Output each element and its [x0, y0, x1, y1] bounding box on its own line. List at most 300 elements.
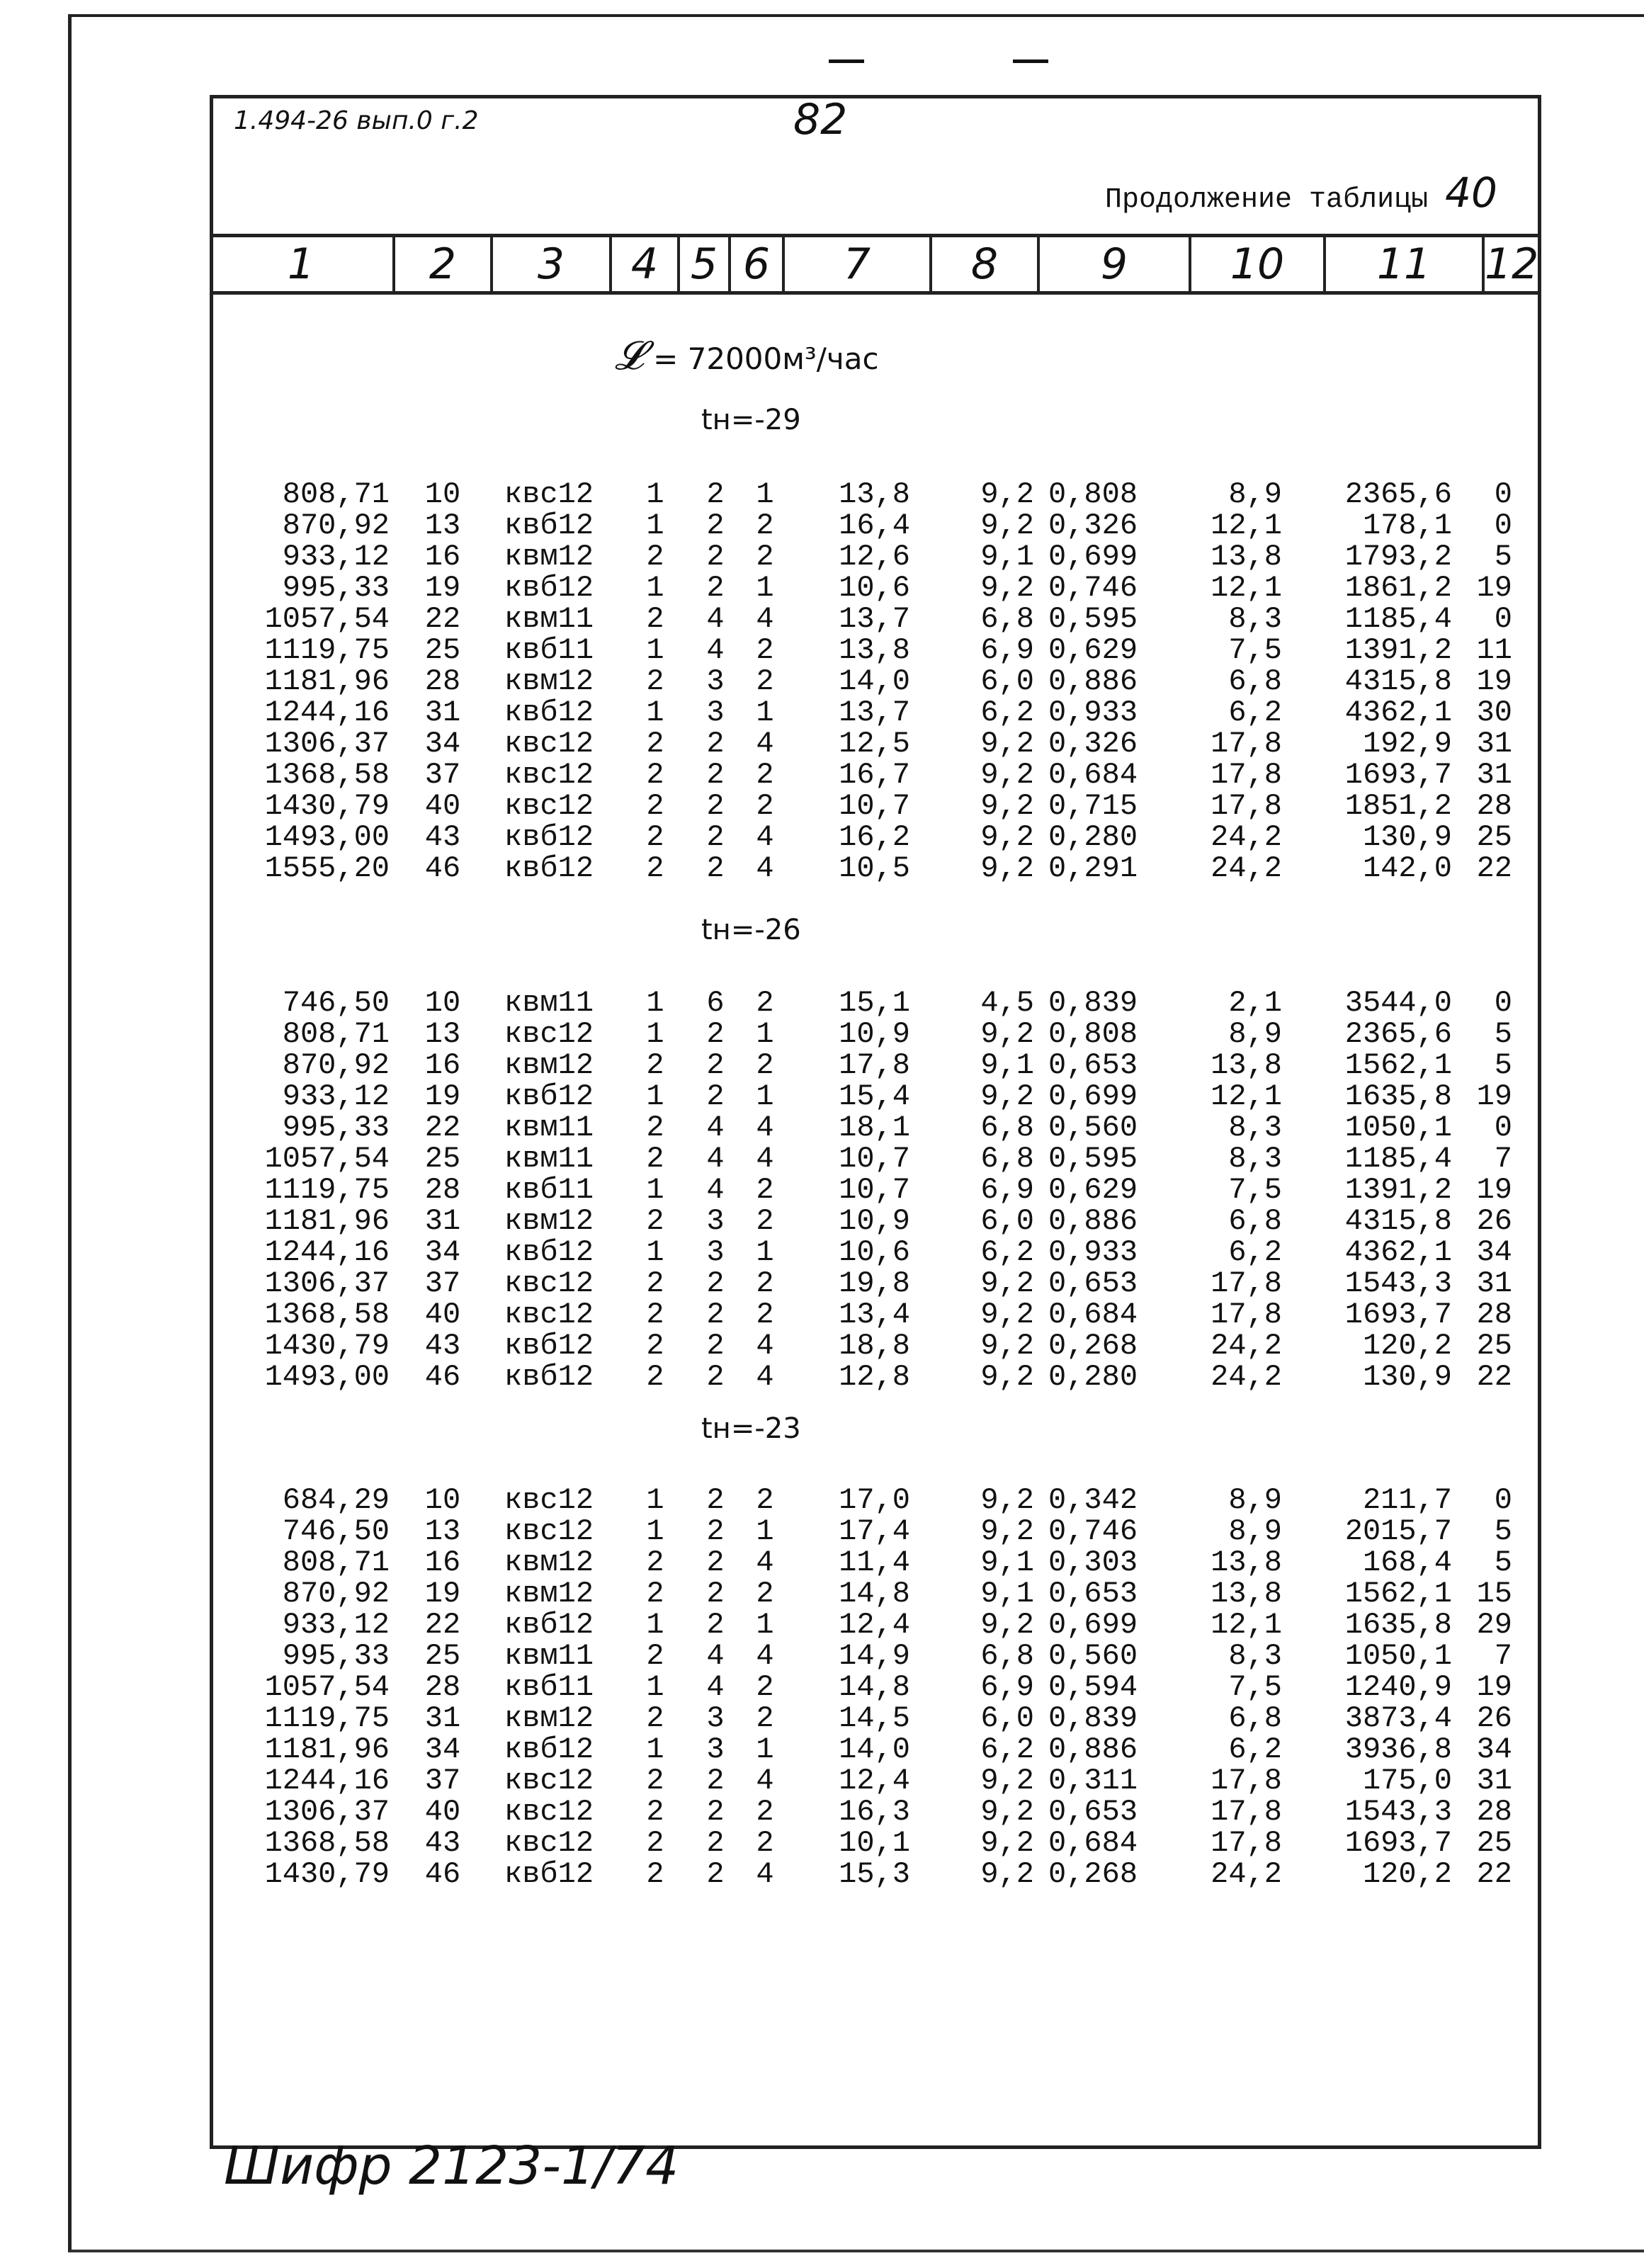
cell-col7: 17,4	[839, 1514, 910, 1548]
cell-col2: 37	[424, 1266, 461, 1300]
cell-col9: 0,560	[1048, 1111, 1138, 1145]
cell-unit-type: квс12	[504, 1795, 594, 1829]
cell-col10: 24,2	[1211, 1360, 1282, 1394]
cell-col8: 6,2	[980, 1733, 1034, 1767]
cell-col12: 0	[1494, 509, 1512, 543]
cell-col7: 18,1	[839, 1111, 910, 1145]
table-row	[0, 666, 1644, 697]
cell-col11: 1635,8	[1344, 1608, 1452, 1642]
table-row	[0, 759, 1644, 790]
cell-unit-type: квм12	[504, 1204, 594, 1238]
cell-col7: 12,4	[839, 1608, 910, 1642]
cell-col9: 0,595	[1048, 1142, 1138, 1176]
cell-velocity: 1430,79	[264, 1329, 390, 1363]
col-header-11: 11	[1376, 239, 1432, 289]
cell-col11: 1693,7	[1344, 1826, 1452, 1860]
cell-col4: 2	[646, 1577, 664, 1611]
col-header-8: 8	[970, 239, 999, 289]
cell-col2: 19	[424, 1079, 461, 1113]
cell-col12: 0	[1494, 1483, 1512, 1517]
cell-col8: 6,8	[980, 1111, 1034, 1145]
cell-col7: 17,8	[839, 1048, 910, 1082]
flow-symbol: 𝓛	[615, 333, 644, 379]
cell-col6: 2	[756, 986, 774, 1020]
table-row	[0, 1174, 1644, 1206]
cell-col10: 2,1	[1228, 986, 1282, 1020]
col-header-1: 1	[287, 239, 315, 289]
cell-col12: 28	[1476, 789, 1512, 823]
continuation-number: 40	[1445, 169, 1497, 217]
cell-velocity: 1057,54	[264, 1142, 390, 1176]
cell-col11: 142,0	[1362, 851, 1452, 885]
cell-unit-type: квс12	[504, 1514, 594, 1548]
cell-col12: 34	[1476, 1733, 1512, 1767]
cell-col12: 28	[1476, 1795, 1512, 1829]
cell-col2: 37	[424, 1764, 461, 1798]
cell-col10: 8,9	[1228, 477, 1282, 511]
cell-col8: 6,8	[980, 1142, 1034, 1176]
cell-col10: 6,8	[1228, 1701, 1282, 1735]
cell-col7: 15,4	[839, 1079, 910, 1113]
cell-col5: 2	[706, 509, 725, 543]
cell-velocity: 1306,37	[264, 727, 390, 761]
cell-col7: 15,3	[839, 1857, 910, 1891]
cell-col12: 29	[1476, 1608, 1512, 1642]
cell-col10: 13,8	[1211, 1546, 1282, 1580]
cell-col7: 14,9	[839, 1639, 910, 1673]
cell-col12: 22	[1476, 1857, 1512, 1891]
cell-col5: 2	[706, 789, 725, 823]
cell-col9: 0,653	[1048, 1795, 1138, 1829]
cell-velocity: 1555,20	[264, 851, 390, 885]
cell-unit-type: квс12	[504, 789, 594, 823]
cell-col6: 1	[756, 1514, 774, 1548]
cell-col6: 4	[756, 1360, 774, 1394]
table-row	[0, 1237, 1644, 1268]
table-row	[0, 1485, 1644, 1516]
cell-col8: 4,5	[980, 986, 1034, 1020]
cell-col6: 2	[756, 1173, 774, 1207]
cell-col12: 19	[1476, 1173, 1512, 1207]
cell-col2: 13	[424, 509, 461, 543]
cell-col4: 1	[646, 986, 664, 1020]
table-row	[0, 790, 1644, 822]
table-row	[0, 1703, 1644, 1734]
cell-velocity: 1244,16	[264, 1764, 390, 1798]
cell-col11: 1693,7	[1344, 758, 1452, 792]
cell-col9: 0,595	[1048, 602, 1138, 636]
cell-col5: 2	[706, 1298, 725, 1332]
cell-col2: 10	[424, 1483, 461, 1517]
cell-col8: 9,2	[980, 1266, 1034, 1300]
cell-col7: 14,8	[839, 1670, 910, 1704]
cell-col12: 19	[1476, 1670, 1512, 1704]
table-row	[0, 1640, 1644, 1672]
cell-col9: 0,699	[1048, 540, 1138, 574]
cell-col4: 1	[646, 1173, 664, 1207]
cell-col12: 7	[1494, 1142, 1512, 1176]
cell-unit-type: квм12	[504, 540, 594, 574]
cell-col7: 16,4	[839, 509, 910, 543]
cell-col7: 13,7	[839, 602, 910, 636]
cell-col9: 0,808	[1048, 477, 1138, 511]
table-row	[0, 1299, 1644, 1330]
cell-unit-type: квс12	[504, 727, 594, 761]
cell-col7: 16,3	[839, 1795, 910, 1829]
cell-col10: 8,3	[1228, 1111, 1282, 1145]
col-header-7: 7	[843, 239, 871, 289]
cell-col12: 19	[1476, 1079, 1512, 1113]
cell-col6: 4	[756, 851, 774, 885]
cell-unit-type: квб12	[504, 696, 594, 730]
cell-col8: 9,2	[980, 571, 1034, 605]
cell-col12: 5	[1494, 1546, 1512, 1580]
cell-col4: 1	[646, 1608, 664, 1642]
cell-col12: 19	[1476, 571, 1512, 605]
cell-col7: 15,1	[839, 986, 910, 1020]
cell-col7: 18,8	[839, 1329, 910, 1363]
cell-col6: 2	[756, 1577, 774, 1611]
col-header-9: 9	[1100, 239, 1128, 289]
cell-col5: 3	[706, 1204, 725, 1238]
cell-col9: 0,629	[1048, 633, 1138, 667]
cell-col6: 2	[756, 1483, 774, 1517]
cell-unit-type: квс12	[504, 1298, 594, 1332]
cell-col2: 34	[424, 1733, 461, 1767]
cell-col2: 31	[424, 696, 461, 730]
cell-col10: 8,3	[1228, 1142, 1282, 1176]
cell-col2: 22	[424, 602, 461, 636]
cell-unit-type: квм12	[504, 664, 594, 698]
cell-col9: 0,684	[1048, 1298, 1138, 1332]
cell-col12: 28	[1476, 1298, 1512, 1332]
cell-col8: 9,2	[980, 758, 1034, 792]
cell-col10: 17,8	[1211, 1795, 1282, 1829]
cell-col9: 0,684	[1048, 1826, 1138, 1860]
table-row	[0, 603, 1644, 635]
cell-col2: 40	[424, 1795, 461, 1829]
cell-col8: 9,2	[980, 509, 1034, 543]
cell-col7: 14,5	[839, 1701, 910, 1735]
cell-col9: 0,808	[1048, 1017, 1138, 1051]
cell-unit-type: квб12	[504, 1079, 594, 1113]
cell-col2: 40	[424, 1298, 461, 1332]
cell-col9: 0,653	[1048, 1266, 1138, 1300]
cell-col11: 1851,2	[1344, 789, 1452, 823]
cell-col6: 2	[756, 509, 774, 543]
cell-col12: 11	[1476, 633, 1512, 667]
cell-col8: 6,9	[980, 1670, 1034, 1704]
cell-col9: 0,326	[1048, 727, 1138, 761]
cell-col9: 0,653	[1048, 1577, 1138, 1611]
cell-col7: 13,8	[839, 633, 910, 667]
cell-col4: 1	[646, 571, 664, 605]
cell-col11: 1543,3	[1344, 1266, 1452, 1300]
cell-col4: 2	[646, 851, 664, 885]
cell-col2: 31	[424, 1701, 461, 1735]
cell-unit-type: квб12	[504, 1329, 594, 1363]
table-row	[0, 1361, 1644, 1393]
cell-col5: 2	[706, 758, 725, 792]
cell-col8: 6,9	[980, 1173, 1034, 1207]
cell-col7: 16,2	[839, 820, 910, 854]
cell-col9: 0,839	[1048, 986, 1138, 1020]
cell-col9: 0,326	[1048, 509, 1138, 543]
cell-col6: 1	[756, 1608, 774, 1642]
cell-unit-type: квс12	[504, 758, 594, 792]
cell-col2: 28	[424, 664, 461, 698]
cell-col11: 120,2	[1362, 1857, 1452, 1891]
cell-col10: 6,8	[1228, 664, 1282, 698]
cell-col9: 0,886	[1048, 664, 1138, 698]
cell-col6: 2	[756, 1670, 774, 1704]
cell-col9: 0,268	[1048, 1857, 1138, 1891]
table-row	[0, 1268, 1644, 1299]
cell-col2: 25	[424, 633, 461, 667]
cell-col12: 31	[1476, 1266, 1512, 1300]
cell-unit-type: квб12	[504, 820, 594, 854]
cell-col10: 17,8	[1211, 1826, 1282, 1860]
cell-col12: 25	[1476, 1329, 1512, 1363]
cell-col10: 12,1	[1211, 571, 1282, 605]
table-row	[0, 1206, 1644, 1237]
cell-col7: 12,4	[839, 1764, 910, 1798]
cell-col12: 7	[1494, 1639, 1512, 1673]
cell-col12: 31	[1476, 758, 1512, 792]
cell-col6: 1	[756, 696, 774, 730]
cell-col7: 12,5	[839, 727, 910, 761]
cell-velocity: 995,33	[282, 1639, 390, 1673]
cell-col10: 12,1	[1211, 509, 1282, 543]
cell-col5: 2	[706, 1483, 725, 1517]
cell-col2: 34	[424, 727, 461, 761]
cell-col10: 12,1	[1211, 1608, 1282, 1642]
cell-col5: 3	[706, 1701, 725, 1735]
cell-col12: 22	[1476, 1360, 1512, 1394]
cell-col7: 13,7	[839, 696, 910, 730]
table-row	[0, 1609, 1644, 1640]
cell-col4: 2	[646, 1701, 664, 1735]
cell-col4: 1	[646, 1079, 664, 1113]
cell-col5: 2	[706, 1577, 725, 1611]
cell-col11: 1543,3	[1344, 1795, 1452, 1829]
cell-unit-type: квс12	[504, 1017, 594, 1051]
cell-col11: 1635,8	[1344, 1079, 1452, 1113]
cell-col10: 17,8	[1211, 1298, 1282, 1332]
cell-col9: 0,653	[1048, 1048, 1138, 1082]
cell-col2: 10	[424, 986, 461, 1020]
cell-col5: 2	[706, 1514, 725, 1548]
cell-col2: 43	[424, 1329, 461, 1363]
table-row	[0, 541, 1644, 572]
cell-col6: 4	[756, 1142, 774, 1176]
cell-col4: 1	[646, 1017, 664, 1051]
section-title: tн=-23	[701, 1412, 801, 1445]
cell-unit-type: квб12	[504, 509, 594, 543]
cell-col8: 6,8	[980, 602, 1034, 636]
cell-col11: 4315,8	[1344, 664, 1452, 698]
flow-value: = 72000м³/час	[653, 341, 879, 376]
cell-col4: 1	[646, 1733, 664, 1767]
cell-col10: 12,1	[1211, 1079, 1282, 1113]
cell-col11: 4362,1	[1344, 1235, 1452, 1269]
cell-col8: 9,2	[980, 1608, 1034, 1642]
table-row	[0, 1827, 1644, 1859]
cell-col4: 2	[646, 540, 664, 574]
cell-col12: 0	[1494, 602, 1512, 636]
cell-col6: 1	[756, 477, 774, 511]
cell-velocity: 870,92	[282, 1577, 390, 1611]
col-header-2: 2	[429, 239, 457, 289]
cell-col5: 3	[706, 664, 725, 698]
cell-col4: 2	[646, 727, 664, 761]
cell-col11: 1562,1	[1344, 1577, 1452, 1611]
cell-col10: 7,5	[1228, 1670, 1282, 1704]
cell-velocity: 808,71	[282, 1546, 390, 1580]
cell-col9: 0,280	[1048, 1360, 1138, 1394]
cell-col9: 0,839	[1048, 1701, 1138, 1735]
cell-velocity: 746,50	[282, 1514, 390, 1548]
cell-col7: 10,9	[839, 1017, 910, 1051]
cell-col8: 6,0	[980, 664, 1034, 698]
cell-velocity: 808,71	[282, 477, 390, 511]
cell-col7: 10,9	[839, 1204, 910, 1238]
cell-col9: 0,594	[1048, 1670, 1138, 1704]
cell-col9: 0,303	[1048, 1546, 1138, 1580]
cell-col10: 8,9	[1228, 1514, 1282, 1548]
cell-velocity: 1493,00	[264, 820, 390, 854]
cell-col6: 4	[756, 727, 774, 761]
col-header-12: 12	[1485, 239, 1539, 289]
cell-velocity: 870,92	[282, 1048, 390, 1082]
cell-col7: 14,0	[839, 1733, 910, 1767]
cell-col11: 178,1	[1362, 509, 1452, 543]
cell-col12: 31	[1476, 1764, 1512, 1798]
cell-col6: 4	[756, 1546, 774, 1580]
cell-col11: 1050,1	[1344, 1639, 1452, 1673]
cell-col9: 0,886	[1048, 1204, 1138, 1238]
cell-col8: 6,2	[980, 696, 1034, 730]
cell-velocity: 933,12	[282, 540, 390, 574]
cell-col6: 4	[756, 1111, 774, 1145]
cell-col6: 4	[756, 1857, 774, 1891]
cell-col10: 13,8	[1211, 1048, 1282, 1082]
cell-col4: 2	[646, 1266, 664, 1300]
cell-col7: 12,6	[839, 540, 910, 574]
cell-col8: 9,2	[980, 1764, 1034, 1798]
cell-col6: 2	[756, 1048, 774, 1082]
cell-col4: 2	[646, 1857, 664, 1891]
column-header-row	[210, 234, 1541, 295]
cell-col8: 9,2	[980, 1017, 1034, 1051]
col-header-4: 4	[630, 239, 659, 289]
table-row	[0, 1547, 1644, 1578]
cell-col5: 4	[706, 1142, 725, 1176]
cell-unit-type: квм11	[504, 1111, 594, 1145]
cell-unit-type: квм11	[504, 1639, 594, 1673]
cell-col9: 0,560	[1048, 1639, 1138, 1673]
cell-velocity: 1430,79	[264, 1857, 390, 1891]
cell-col7: 14,0	[839, 664, 910, 698]
cell-col12: 5	[1494, 1514, 1512, 1548]
col-header-6: 6	[742, 239, 771, 289]
cell-unit-type: квб12	[504, 851, 594, 885]
cell-col2: 46	[424, 1857, 461, 1891]
cell-col5: 2	[706, 1360, 725, 1394]
cell-col5: 2	[706, 1795, 725, 1829]
cell-col10: 17,8	[1211, 1266, 1282, 1300]
cell-col10: 24,2	[1211, 1329, 1282, 1363]
cell-col11: 1185,4	[1344, 1142, 1452, 1176]
page-number: 82	[793, 95, 848, 144]
table-row	[0, 1859, 1644, 1890]
cell-col10: 7,5	[1228, 1173, 1282, 1207]
cell-col2: 25	[424, 1142, 461, 1176]
cell-col6: 2	[756, 1266, 774, 1300]
cell-col10: 8,9	[1228, 1483, 1282, 1517]
cell-col6: 1	[756, 1017, 774, 1051]
cell-col11: 211,7	[1362, 1483, 1452, 1517]
cell-unit-type: квм11	[504, 986, 594, 1020]
cell-unit-type: квс12	[504, 477, 594, 511]
cell-col9: 0,933	[1048, 696, 1138, 730]
cell-col8: 6,2	[980, 1235, 1034, 1269]
cell-col9: 0,933	[1048, 1235, 1138, 1269]
cell-col9: 0,715	[1048, 789, 1138, 823]
cell-col4: 1	[646, 477, 664, 511]
cell-col5: 2	[706, 477, 725, 511]
cell-col10: 24,2	[1211, 851, 1282, 885]
cell-unit-type: квс12	[504, 1826, 594, 1860]
cell-col2: 22	[424, 1608, 461, 1642]
cell-col7: 10,6	[839, 571, 910, 605]
cell-velocity: 1181,96	[264, 664, 390, 698]
table-row	[0, 1734, 1644, 1765]
cell-col7: 16,7	[839, 758, 910, 792]
table-row	[0, 1516, 1644, 1547]
cell-col8: 9,2	[980, 1857, 1034, 1891]
cell-velocity: 1493,00	[264, 1360, 390, 1394]
cell-col2: 46	[424, 851, 461, 885]
top-dash-left	[829, 59, 864, 63]
cell-col8: 9,1	[980, 1546, 1034, 1580]
cell-col8: 9,1	[980, 1577, 1034, 1611]
cell-velocity: 1181,96	[264, 1733, 390, 1767]
cell-col2: 34	[424, 1235, 461, 1269]
cell-unit-type: квм11	[504, 602, 594, 636]
cell-col11: 3936,8	[1344, 1733, 1452, 1767]
cell-col4: 2	[646, 602, 664, 636]
cell-col11: 175,0	[1362, 1764, 1452, 1798]
col-header-3: 3	[537, 239, 565, 289]
cell-col6: 2	[756, 1795, 774, 1829]
table-row	[0, 1796, 1644, 1827]
cell-col9: 0,699	[1048, 1079, 1138, 1113]
table-row	[0, 1765, 1644, 1796]
cell-col11: 3544,0	[1344, 986, 1452, 1020]
cell-col5: 2	[706, 1764, 725, 1798]
cell-col11: 2015,7	[1344, 1514, 1452, 1548]
cell-col4: 2	[646, 664, 664, 698]
cell-col8: 6,0	[980, 1204, 1034, 1238]
cell-velocity: 933,12	[282, 1079, 390, 1113]
cell-col6: 4	[756, 1639, 774, 1673]
top-dash-right	[1013, 59, 1048, 63]
cell-col2: 40	[424, 789, 461, 823]
cell-col4: 2	[646, 1329, 664, 1363]
cell-col12: 30	[1476, 696, 1512, 730]
cell-col2: 22	[424, 1111, 461, 1145]
